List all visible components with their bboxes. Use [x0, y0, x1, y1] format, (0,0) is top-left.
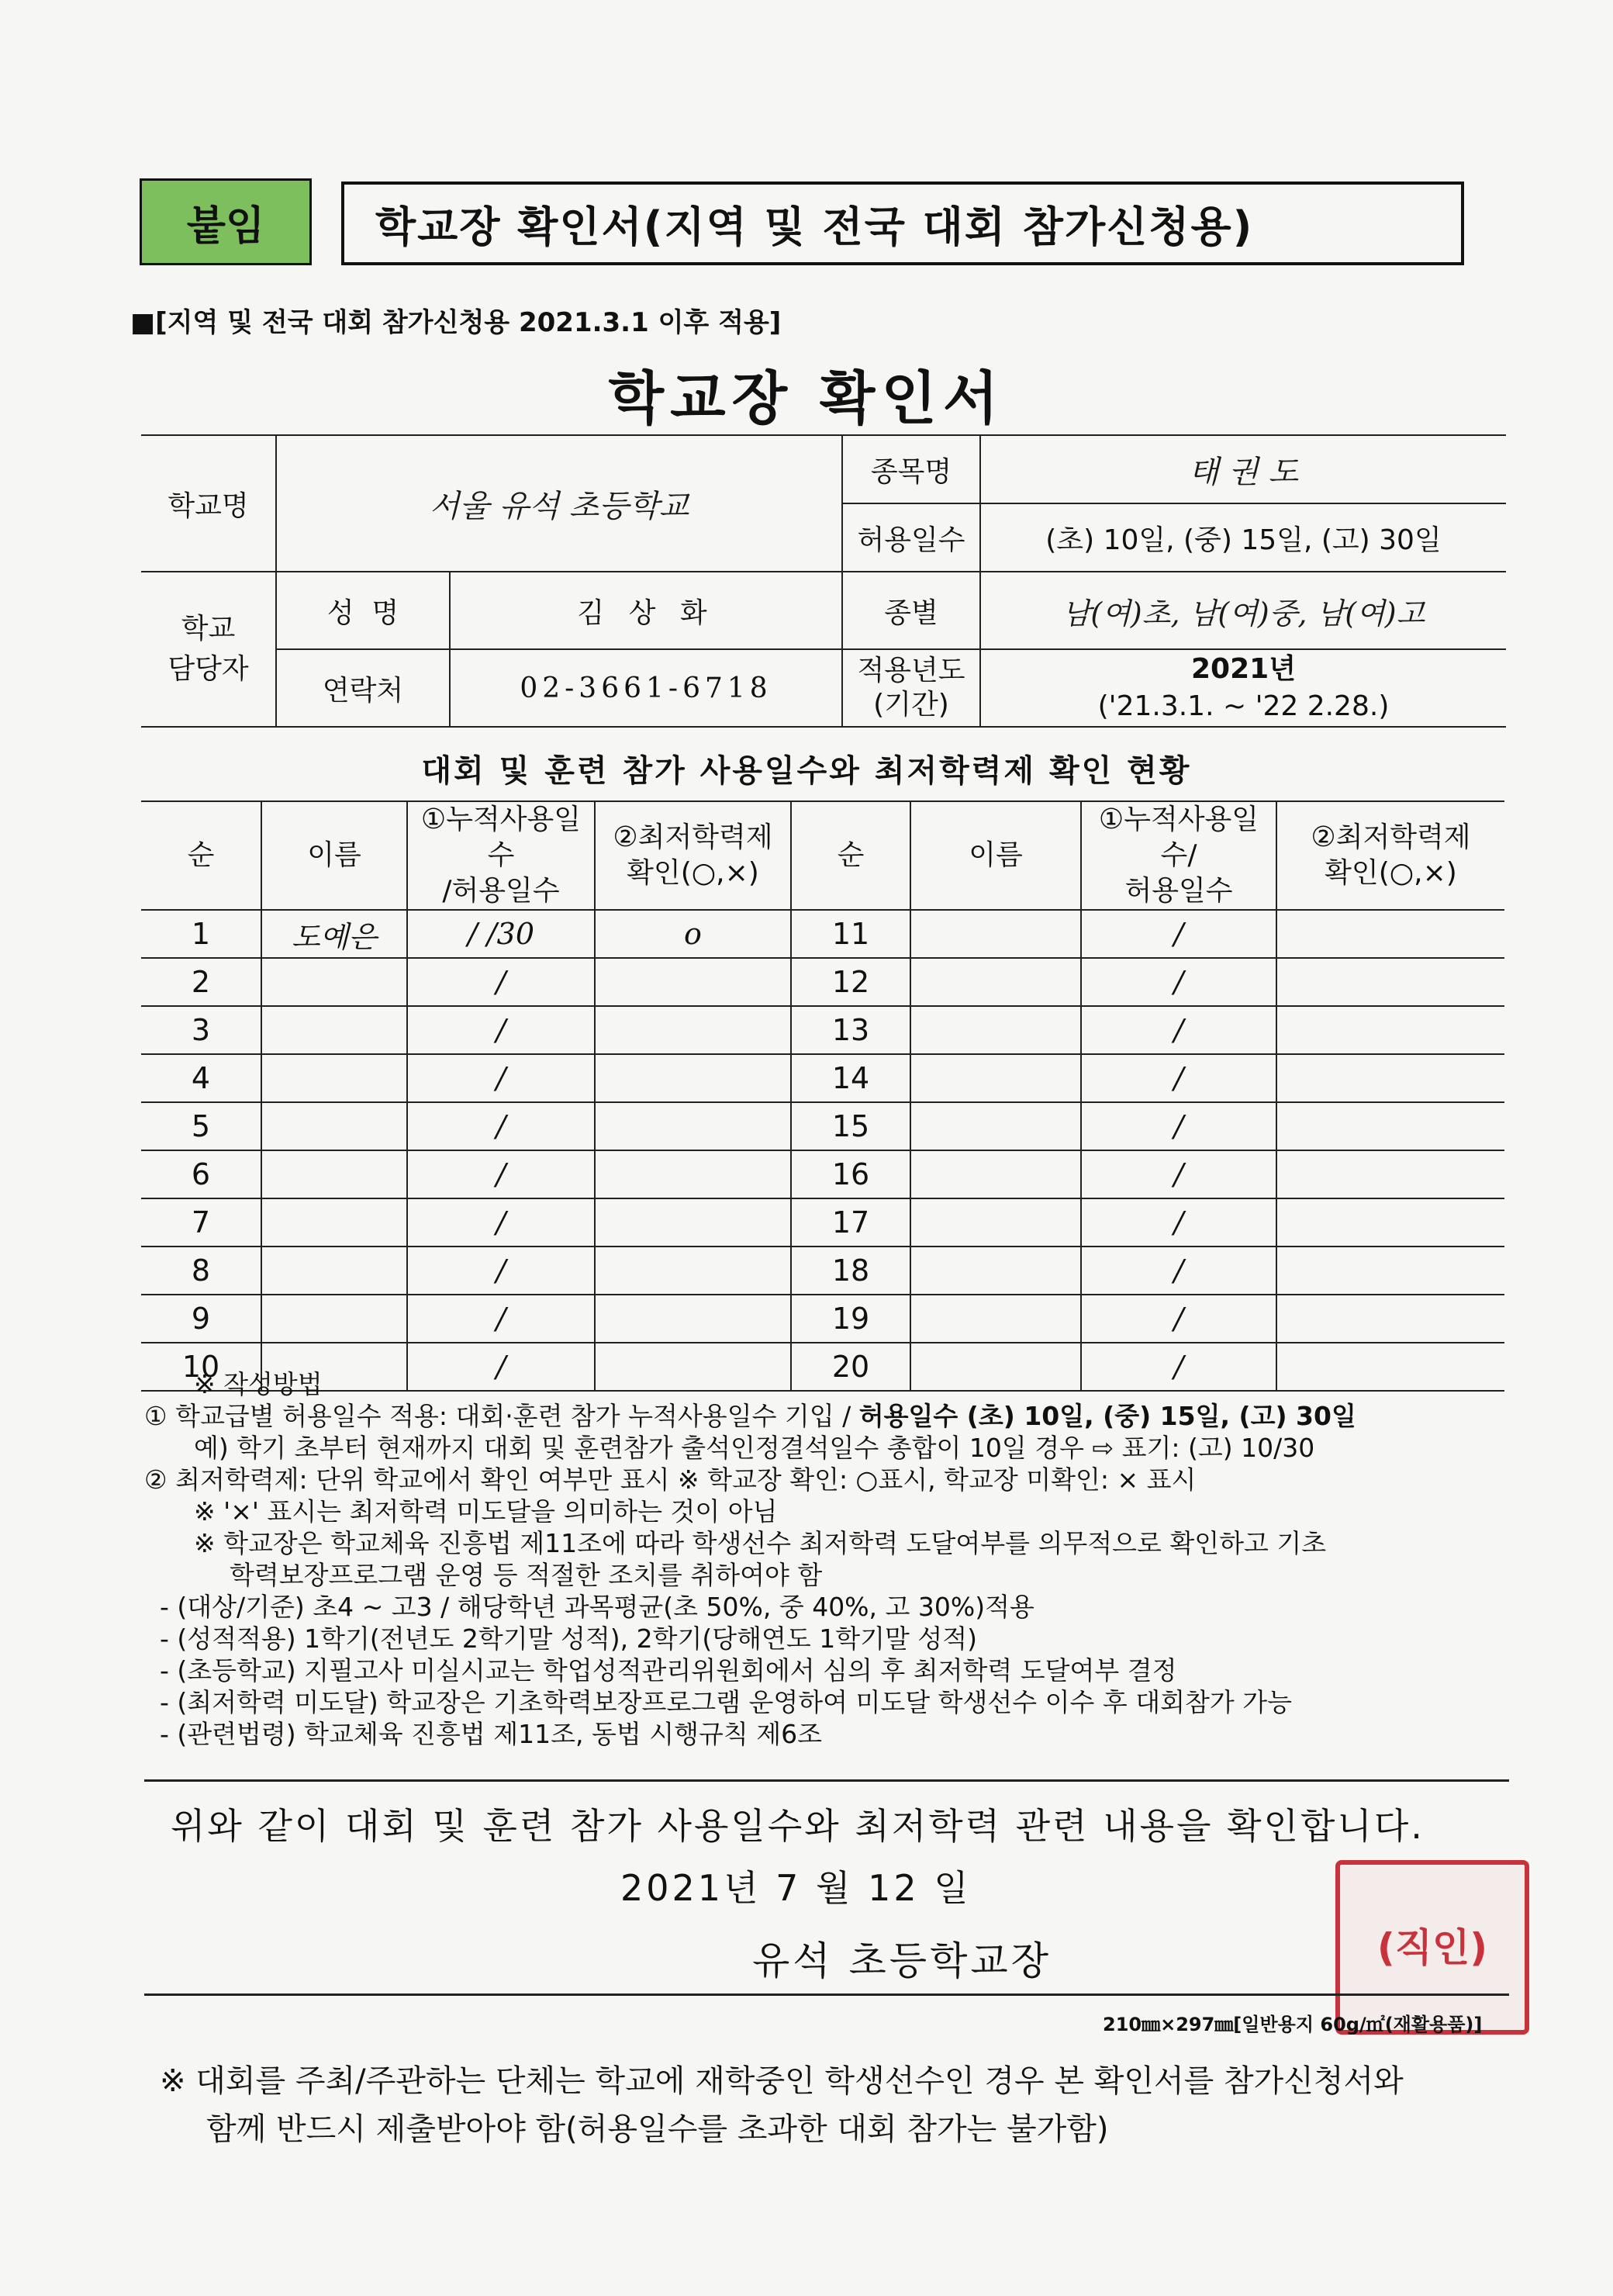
- table-row: [141, 1054, 1504, 1102]
- row-days-right: /: [1081, 958, 1276, 1006]
- footer-line-2: 함께 반드시 제출받아야 함(허용일수를 초과한 대회 참가는 불가함): [206, 2111, 1109, 2147]
- document-title: 학교장 확인서: [608, 365, 1005, 432]
- period-value: ('21.3.1. ~ '22 2.28.): [1097, 690, 1390, 722]
- row-days-right: /: [1081, 1150, 1276, 1198]
- row-no-right: 17: [791, 1198, 910, 1247]
- year-label: 적용년도 (기간): [842, 649, 980, 727]
- table-row: [141, 1102, 1504, 1150]
- school-label: 학교명: [141, 435, 276, 572]
- row-days-right: /: [1081, 1343, 1276, 1391]
- row-check-right: [1276, 958, 1504, 1006]
- row-check-left: [595, 1198, 791, 1247]
- row-no-left: 3: [141, 1006, 261, 1054]
- row-name-right: [910, 1006, 1081, 1054]
- row-no-left: 10: [141, 1343, 261, 1391]
- name-label: 성 명: [276, 572, 450, 649]
- row-name-left: [261, 1150, 407, 1198]
- footer-note: [160, 2057, 1404, 2153]
- row-no-left: 7: [141, 1198, 261, 1247]
- usage-header-row: [141, 801, 1504, 910]
- row-name-left: [261, 1054, 407, 1102]
- row-no-right: 14: [791, 1054, 910, 1102]
- method-item-1: [144, 1400, 1540, 1432]
- days-value: (초) 10일, (중) 15일, (고) 30일: [980, 503, 1506, 572]
- row-name-right: [910, 1198, 1081, 1247]
- row-name-right: [910, 1150, 1081, 1198]
- method-dash-5: - (관련법령) 학교체육 진흥법 제11조, 동법 시행규칙 제6조: [160, 1719, 822, 1749]
- row-days-right: /: [1081, 1006, 1276, 1054]
- row-no-right: 16: [791, 1150, 910, 1198]
- row-days-right: /: [1081, 1247, 1276, 1295]
- row-days-left: /: [407, 1150, 595, 1198]
- row-check-left: [595, 1150, 791, 1198]
- row-days-right: /: [1081, 1102, 1276, 1150]
- row-name-right: [910, 1247, 1081, 1295]
- row-check-left: [595, 1247, 791, 1295]
- row-no-right: 20: [791, 1343, 910, 1391]
- principal-name: 유석 초등학교장: [752, 1938, 1052, 1983]
- sport-label: 종목명: [842, 435, 980, 503]
- row-no-left: 5: [141, 1102, 261, 1150]
- row-check-right: [1276, 1102, 1504, 1150]
- row-name-left: [261, 1247, 407, 1295]
- method-item-1-text: ① 학교급별 허용일수 적용: 대회·훈련 참가 누적사용일수 기입 /: [144, 1401, 859, 1431]
- row-name-left: [261, 1198, 407, 1247]
- method-dash-1: - (대상/기준) 초4 ~ 고3 / 해당학년 과목평균(초 50%, 중 40%, 고 30%)적용: [160, 1592, 1034, 1622]
- applies-note: ■[지역 및 전국 대회 참가신청용 2021.3.1 이후 적용]: [130, 307, 782, 338]
- row-no-left: 9: [141, 1295, 261, 1343]
- row-name-left: [261, 1006, 407, 1054]
- days-label: 허용일수: [842, 503, 980, 572]
- table-row: [141, 958, 1504, 1006]
- table-row: [141, 1006, 1504, 1054]
- row-days-left: /: [407, 1054, 595, 1102]
- row-days-right: /: [1081, 1198, 1276, 1247]
- row-check-left: [595, 1006, 791, 1054]
- contact-value: 02-3661-6718: [450, 649, 842, 727]
- method-item-2-note-1: ※ '×' 표시는 최저학력 미도달을 의미하는 것이 아님: [194, 1496, 778, 1527]
- name-signature: 김 상 화: [450, 572, 842, 649]
- row-days-left: /: [407, 1247, 595, 1295]
- confirm-date: 2021년 7 월 12 일: [620, 1867, 972, 1909]
- divider-bottom: [144, 1993, 1509, 1996]
- row-days-right: /: [1081, 1054, 1276, 1102]
- row-check-left: [595, 1102, 791, 1150]
- row-days-left: /: [407, 1295, 595, 1343]
- row-check-right: [1276, 1247, 1504, 1295]
- method-dash-4: - (최저학력 미도달) 학교장은 기초학력보장프로그램 운영하여 미도달 학생선수 이수 후 대회참가 가능: [160, 1687, 1293, 1717]
- row-no-left: 8: [141, 1247, 261, 1295]
- usage-table: [141, 800, 1504, 1392]
- header-check-left: ②최저학력제 확인(○,×): [595, 801, 791, 910]
- header-title: 학교장 확인서(지역 및 전국 대회 참가신청용): [341, 182, 1464, 265]
- row-check-left: [595, 1054, 791, 1102]
- method-dash-2: - (성적적용) 1학기(전년도 2학기말 성적), 2학기(당해연도 1학기말 성적): [160, 1623, 978, 1654]
- row-check-right: [1276, 910, 1504, 958]
- header-days-right: ①누적사용일수/ 허용일수: [1081, 801, 1276, 910]
- usage-section-title: 대회 및 훈련 참가 사용일수와 최저학력제 확인 현황: [421, 753, 1192, 789]
- year-cell: [980, 649, 1506, 727]
- header-name-left: 이름: [261, 801, 407, 910]
- manager-label: 학교 담당자: [141, 572, 276, 727]
- method-item-1-example: 예) 학기 초부터 현재까지 대회 및 훈련참가 출석인정결석일수 총합이 10일 경우 ⇨ 표기: (고) 10/30: [194, 1433, 1315, 1463]
- row-name-right: [910, 958, 1081, 1006]
- row-name-left: [261, 1102, 407, 1150]
- year-value: 2021년: [1191, 653, 1296, 685]
- method-item-2: ② 최저학력제: 단위 학교에서 확인 여부만 표시 ※ 학교장 확인: ○표시, 학교장 미확인: × 표시: [144, 1464, 1197, 1495]
- row-no-left: 1: [141, 910, 261, 958]
- table-row: [141, 1150, 1504, 1198]
- table-row: [141, 1247, 1504, 1295]
- header-name-right: 이름: [910, 801, 1081, 910]
- row-no-right: 13: [791, 1006, 910, 1054]
- paper-spec: 210㎜×297㎜[일반용지 60g/㎡(재활용품)]: [1103, 2014, 1483, 2035]
- attachment-tag: 붙임: [140, 178, 312, 265]
- row-check-left: [595, 958, 791, 1006]
- method-item-1-bold: 허용일수 (초) 10일, (중) 15일, (고) 30일: [858, 1401, 1356, 1431]
- row-check-left: [595, 1295, 791, 1343]
- row-name-right: [910, 1054, 1081, 1102]
- row-name-right: [910, 910, 1081, 958]
- row-check-left: o: [595, 910, 791, 958]
- seal-text: (직인): [1376, 1924, 1488, 1970]
- row-check-right: [1276, 1198, 1504, 1247]
- row-no-left: 2: [141, 958, 261, 1006]
- header-no-right: 순: [791, 801, 910, 910]
- row-days-right: /: [1081, 1295, 1276, 1343]
- row-no-left: 4: [141, 1054, 261, 1102]
- table-row: [141, 1198, 1504, 1247]
- row-check-right: [1276, 1054, 1504, 1102]
- table-row: [141, 1295, 1504, 1343]
- row-name-left: 도예은: [261, 910, 407, 958]
- row-days-left: /: [407, 958, 595, 1006]
- footer-line-1: ※ 대회를 주최/주관하는 단체는 학교에 재학중인 학생선수인 경우 본 확인서를 참가신청서와: [160, 2063, 1404, 2099]
- school-info-table: [141, 434, 1506, 728]
- method-item-2-note-2b: 학력보장프로그램 운영 등 적절한 조치를 취하여야 함: [230, 1560, 823, 1590]
- row-name-right: [910, 1102, 1081, 1150]
- row-no-right: 15: [791, 1102, 910, 1150]
- row-days-left: /: [407, 1198, 595, 1247]
- divider-top: [144, 1779, 1509, 1782]
- row-days-left: / /30: [407, 910, 595, 958]
- table-row: [141, 910, 1504, 958]
- method-notes: [144, 1368, 1540, 1750]
- type-label: 종별: [842, 572, 980, 649]
- row-check-right: [1276, 1295, 1504, 1343]
- row-no-right: 19: [791, 1295, 910, 1343]
- header-check-right: ②최저학력제 확인(○,×): [1276, 801, 1504, 910]
- row-days-left: /: [407, 1006, 595, 1054]
- type-value: 남(여)초, 남(여)중, 남(여)고: [980, 572, 1506, 649]
- row-days-left: /: [407, 1343, 595, 1391]
- row-name-left: [261, 1295, 407, 1343]
- row-days-right: /: [1081, 910, 1276, 958]
- school-value: 서울 유석 초등학교: [276, 435, 842, 572]
- confirm-statement: 위와 같이 대회 및 훈련 참가 사용일수와 최저학력 관련 내용을 확인합니다.: [171, 1805, 1425, 1847]
- contact-label: 연락처: [276, 649, 450, 727]
- method-item-2-note-2a: ※ 학교장은 학교체육 진흥법 제11조에 따라 학생선수 최저학력 도달여부를 의무적으로 확인하고 기초: [194, 1528, 1327, 1558]
- sport-value: 태 권 도: [980, 435, 1506, 503]
- row-check-right: [1276, 1006, 1504, 1054]
- header-days-left: ①누적사용일수 /허용일수: [407, 801, 595, 910]
- header-no-left: 순: [141, 801, 261, 910]
- row-name-right: [910, 1295, 1081, 1343]
- row-no-right: 11: [791, 910, 910, 958]
- row-no-right: 18: [791, 1247, 910, 1295]
- row-no-left: 6: [141, 1150, 261, 1198]
- row-name-left: [261, 958, 407, 1006]
- row-no-right: 12: [791, 958, 910, 1006]
- row-check-right: [1276, 1150, 1504, 1198]
- row-days-left: /: [407, 1102, 595, 1150]
- method-dash-3: - (초등학교) 지필고사 미실시교는 학업성적관리위원회에서 심의 후 최저학력 도달여부 결정: [160, 1655, 1177, 1686]
- method-title: ※ 작성방법: [194, 1369, 323, 1399]
